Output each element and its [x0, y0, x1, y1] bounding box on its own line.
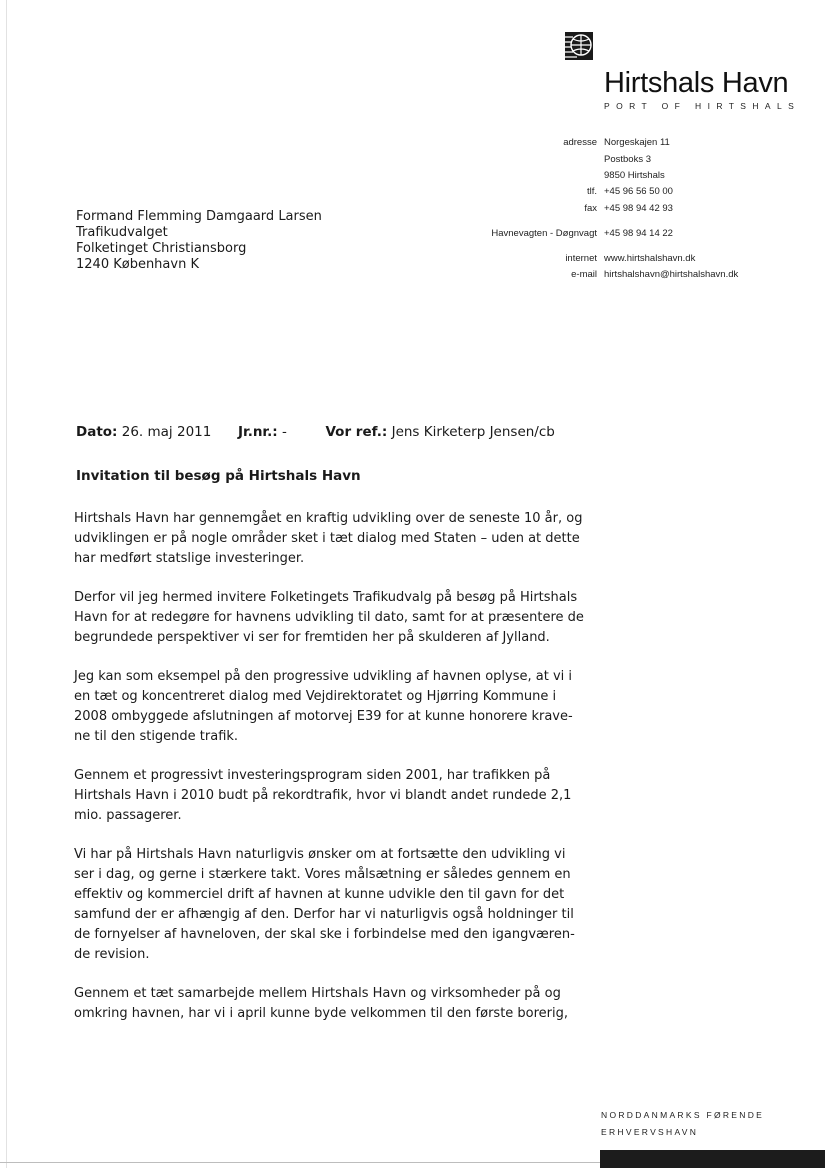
contact-value: Postboks 3 — [604, 154, 651, 165]
contact-row-city — [0, 167, 825, 184]
body-paragraph: Gennem et tæt samarbejde mellem Hirtshals Havn og virksomheder på og omkring havnen, har vi i april kunne byde velkommen til den første borerig, — [74, 986, 569, 1021]
contact-value: +45 98 94 42 93 — [604, 203, 673, 214]
jrnr-value: - — [282, 424, 287, 440]
contact-value: Norgeskajen 11 — [604, 137, 670, 148]
contact-value: 9850 Hirtshals — [604, 170, 665, 181]
jrnr-label: Jr.nr.: — [237, 424, 278, 440]
recipient-address — [76, 209, 322, 273]
footer-bar — [600, 1150, 825, 1168]
letter-body — [74, 509, 584, 1043]
recipient-line: Formand Flemming Damgaard Larsen — [76, 209, 322, 224]
brand-name: Hirtshals Havn — [604, 67, 789, 99]
letter-subject: Invitation til besøg på Hirtshals Havn — [76, 468, 361, 484]
contact-label: fax — [584, 203, 597, 214]
contact-value: +45 96 56 50 00 — [604, 186, 673, 197]
brand-tagline: PORT OF HIRTSHALS — [604, 101, 801, 111]
contact-email-link[interactable]: hirtshalshavn@hirtshalshavn.dk — [604, 269, 739, 280]
recipient-line: Folketinget Christiansborg — [76, 241, 247, 256]
date-label: Dato: — [76, 424, 118, 440]
contact-row-phone — [0, 183, 825, 200]
body-paragraph: Derfor vil jeg hermed invitere Folketingets Trafikudvalg på besøg på Hirtshals Havn for at redegøre for havnens udvikling til dato, samt for at præsentere de begrundede perspektiver vi ser for fremtiden her på skulderen af Jylland. — [74, 590, 584, 645]
contact-value: +45 98 94 14 22 — [604, 228, 673, 239]
recipient-line: 1240 København K — [76, 257, 199, 272]
contact-label: internet — [565, 253, 597, 264]
body-paragraph: Gennem et progressivt investeringsprogram siden 2001, har trafikken på Hirtshals Havn i 2010 budt på rekordtrafik, hvor vi blandt andet rundede 2,1 mio. passagerer. — [74, 768, 572, 823]
contact-row-postbox — [0, 151, 825, 168]
date-value: 26. maj 2011 — [121, 424, 212, 440]
ref-value: Jens Kirketerp Jensen/cb — [391, 424, 555, 440]
bottom-divider — [0, 1162, 600, 1163]
footer-line: ERHVERVSHAVN — [601, 1127, 699, 1137]
contact-label: Havnevagten - Døgnvagt — [491, 228, 597, 239]
grid-globe-logo-icon — [565, 32, 593, 60]
contact-label: e-mail — [571, 269, 597, 280]
ref-label: Vor ref.: — [325, 424, 388, 440]
contact-website-link[interactable]: www.hirtshalshavn.dk — [604, 253, 696, 264]
body-paragraph: Jeg kan som eksempel på den progressive udvikling af havnen oplyse, at vi i en tæt og koncentreret dialog med Vejdirektoratet og Hjørring Kommune i 2008 ombyggede afslutningen af motorvej E39 for at kunne honorere krave-ne til den stigende trafik. — [74, 669, 573, 744]
contact-label: tlf. — [586, 186, 597, 197]
body-paragraph: Vi har på Hirtshals Havn naturligvis ønsker om at fortsætte den udvikling vi ser i dag, og gerne i stærkere takt. Vores målsætning er således gennem en effektiv og kommerciel drift af havnen at kunne udvikle den til gavn for det samfund der er afhængig af den. Derfor har vi naturligvis også holdninger til de fornyelser af havneloven, der skal ske i forbindelse med den igangværen-de revision. — [74, 847, 575, 962]
letter-meta — [76, 424, 555, 440]
recipient-line: Trafikudvalget — [76, 225, 168, 240]
body-paragraph: Hirtshals Havn har gennemgået en kraftig udvikling over de seneste 10 år, og udviklingen er på nogle områder sket i tæt dialog med Staten – uden at dette har medført statslige investeringer. — [74, 511, 583, 566]
contact-row-address — [0, 134, 825, 151]
footer-slogan — [601, 1107, 764, 1141]
contact-label: adresse — [563, 137, 597, 148]
footer-line: NORDDANMARKS FØRENDE — [601, 1110, 765, 1120]
